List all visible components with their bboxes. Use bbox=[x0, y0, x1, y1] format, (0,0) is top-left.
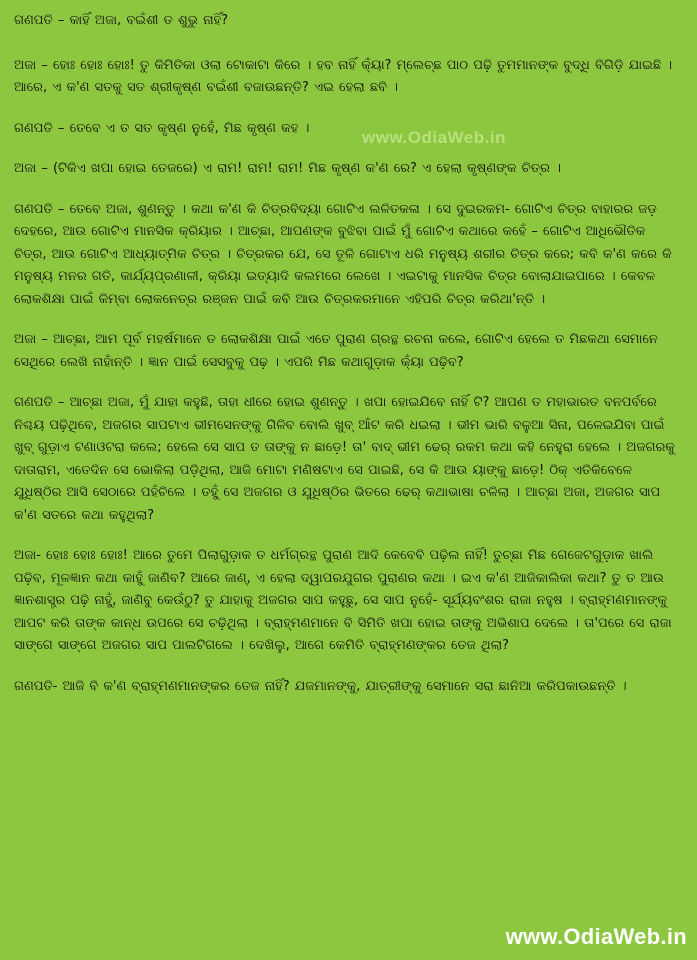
paragraph-gap bbox=[14, 181, 679, 199]
paragraph-gap bbox=[14, 658, 679, 676]
site-watermark: www.OdiaWeb.in bbox=[362, 128, 506, 147]
dialogue-line-aja-4: ଅଜା- ହୋଃ ହୋଃ ହୋଃ! ଆରେ ତୁମେ ପିଲାଗୁଡ଼ାକ ତ ଧର୍ମଗ୍ରନ୍ଥ ପୁରାଣ ଆଦି କେବେବି ପଢ଼ିଲ ନାହିଁ! ତୁଚ୍ଛା ମିଛ ଗେଜେଟଗୁଡ଼ାକ ଖାଲି ପଢ଼ିବ, ମୂଳଜ୍ଞାନ କଥା କାହୁଁ ଜାଣିବ? ଆରେ ଜାଣ୍, ଏ ହେଲା ଦ୍ୱାପରଯୁଗର ପୁରାଣର କଥା । ଇଏ କ'ଣ ଆଜିକାଲିକା କଥା? ତୁ ତ ଆଉ ଜ୍ଞାନଶାସ୍ତ୍ର ପଢ଼ି ନାହୁଁ, ଜାଣିବୁ କେଉଁଠୁ? ତୁ ଯାହାକୁ ଅଜଗର ସାପ କହୁଛୁ, ସେ ସାପ ନୁହେଁ- ସୂର୍ଯ୍ୟବଂଶର ରାଜା ନହୁଷ । ବ୍ରାହ୍ମଣମାନଙ୍କୁ ଆପଟ କରି ତାଙ୍କ କାନ୍ଧ ଉପରେ ସେ ଚଢ଼ିଥିଲା । ବ୍ରାହ୍ମଣମାନେ ବି ସିମିତି ଖପା ହୋଇ ତାଙ୍କୁ ଅଭିଶାପ ଦେଲେ । ତା'ପରେ ସେ ରାଜା ସାଙ୍ଗେ ସାଙ୍ଗେ ଅଜଗର ସାପ ପାଲଟିଗଲେ । ଦେଖିଲୁ, ଆଗେ କେମିତି ବ୍ରାହ୍ମଣଙ୍କର ତେଜ ଥିଲା? bbox=[14, 548, 672, 653]
paragraph-gap bbox=[14, 100, 679, 118]
dialogue-line-aja-2: ଅଜା – (ଟିକିଏ ଖପା ହୋଇ ତେଜରେ) ଏ ରାମ! ରାମ! ରାମ! ମିଛ କୃଷ୍ଣ କ'ଣ ରେ? ଏ ହେଲା କୃଷ୍ଣଙ୍କ ଚିତ୍ର । bbox=[14, 161, 562, 176]
paragraph-gap bbox=[14, 527, 679, 545]
dialogue-line-ganapati-4: ଗଣପତି – ଆଚ୍ଛା ଅଜା, ମୁଁ ଯାହା କହୁଛି, ତାହା ଧୀରେ ହୋଇ ଶୁଣନ୍ତୁ । ଖପା ହୋଇଯିବେ ନାହିଁ ଟି? ଆପଣ ତ ମହାଭାରତ ବନପର୍ବରେ ନିଶ୍ଚୟ ପଢ଼ିଥିବେ, ଅଜଗର ସାପଟାଏ ଭୀମସେନଙ୍କୁ ଗିଳିବ ବୋଲି ଖୁବ୍ ଆଁଟ କରି ଧଇଲା । ଭୀମ ଭାରି ବଳୁଆ ସିନା, ପଳେଇଯିବା ପାଇଁ ଖୁବ୍ ଗୁଡ଼ାଏ ଟଣାଓଟରା କଲେ; ହେଲେ ସେ ସାପ ତ ତାଙ୍କୁ ନ ଛାଡ଼େ! ତା' ବାଦ୍ ଭୀମ ଢେର୍ ରକମ କଥା କହି ନେହୁରା ହେଲେ । ଅଜଗରକୁ ଦାତାରାମ, ଏତେଦିନ ସେ ଭୋକିଲା ପଡ଼ିଥିଲା, ଆଜି ମୋଟା ମଣିଷଟାଏ ସେ ପାଇଛି, ସେ କି ଆଉ ୟାଙ୍କୁ ଛାଡ଼େ! ଠିକ୍ ଏତିକିବେଳେ ଯୁଧିଷ୍ଠିର ଆସି ସେଠାରେ ପହଁଚିଲେ । ତହୁଁ ସେ ଅଜଗର ଓ ଯୁଧିଷ୍ଠିର ଭିତରେ ଢେର୍ କଥାଭାଷା ଚଳିଲା । ଆଚ୍ଛା ଅଜା, ଅଜଗର ସାପ କ'ଣ ସତରେ କଥା କହୁଥିଲା? bbox=[14, 395, 675, 523]
dialogue-line-ganapati-2: ଗଣପତି – ତେବେ ଏ ତ ସତ କୃଷ୍ଣ ନୁହେଁ, ମିଛ କୃଷ୍ଣ କହ । bbox=[14, 120, 310, 136]
dialogue-line-ganapati-3: ଗଣପତି – ତେବେ ଅଜା, ଶୁଣନ୍ତୁ । କଥା କ'ଣ କି ଚିତ୍ରବିଦ୍ୟା ଗୋଟିଏ ଲଳିତକଳା । ସେ ଦୁଇରକମ- ଗୋଟିଏ ଚିତ୍ର ବାହାରର ଜଡ଼ ଦେହରେ, ଆଉ ଗୋଟିଏ ମାନସିକ କ୍ରିୟାର । ଆଚ୍ଛା, ଆପଣଙ୍କ ବୁଝିବା ପାଇଁ ମୁଁ ଗୋଟିଏ କଥାରେ କହେଁ – ଗୋଟିଏ ଆଧିଭୌତିକ ଚିତ୍ର, ଆଉ ଗୋଟିଏ ଆଧ୍ୟାତ୍ମିକ ଚିତ୍ର । ଚିତ୍ରକର ଯେ, ସେ ତୂଳି ଗୋଟାଏ ଧରି ମନୁଷ୍ୟ ଶରୀର ଚିତ୍ର କରେ; କବି କ'ଣ କରେ କି ମନୁଷ୍ୟ ମନର ଗତି, କାର୍ଯ୍ୟପ୍ରଣାଳୀ, କ୍ରିୟା ଇତ୍ୟାଦି କଲମରେ ଲେଖେ । ଏଇଟାକୁ ମାନସିକ ଚିତ୍ର ବୋଲାଯାଇପାରେ । କେବଳ ଲୋକଶିକ୍ଷା ପାଇଁ କିମ୍ବା ଲୋକନେତ୍ର ରଞ୍ଜନ ପାଇଁ କବି ଆଉ ଚିତ୍ରକରମାନେ ଏହିପରି ଚିତ୍ର କରିଥା'ନ୍ତି । bbox=[14, 201, 672, 307]
dialogue-line-aja-3: ଅଜା – ଆଚ୍ଛା, ଆମ ପୂର୍ବ ମହର୍ଷମାନେ ତ ଲୋକଶିକ୍ଷା ପାଇଁ ଏତେ ପୁରାଣ ଗ୍ରନ୍ଥ ରଚନା କଲେ, ଗୋଟିଏ ହେଲେ ତ ମିଛକଥା ସେମାନେ ସେଥିରେ ଲେଖି ନାହାଁନ୍ତି । ଜ୍ଞାନ ପାଇଁ ସେସବୁକୁ ପଢ଼ । ଏପରି ମିଛ କଥାଗୁଡ଼ାକ କ୍ୟାଁ ପଢ଼ିବ? bbox=[14, 332, 658, 370]
paragraph-gap bbox=[14, 33, 679, 55]
site-footer-watermark: www.OdiaWeb.in bbox=[505, 924, 687, 949]
dialogue-line-ganapati-5: ଗଣପତି- ଆଜି ବି କ'ଣ ବ୍ରାହ୍ମଣମାନଙ୍କର ତେଜ ନାହିଁ? ଯଜମାନଙ୍କୁ, ଯାତ୍ରୀଙ୍କୁ ସେମାନେ ସରା ଛାନିଆ କରିପକାଉଛନ୍ତି । bbox=[14, 678, 627, 694]
paragraph-gap bbox=[14, 140, 679, 158]
dialogue-line-ganapati-1: ଗଣପତି – କାହିଁ ଅଜା, ବଇଁଶୀ ତ ଶୁଭୁ ନାହିଁ? bbox=[14, 13, 229, 28]
dialogue-line-aja-1: ଅଜା – ହୋଃ ହୋଃ ହୋଃ! ତୁ କିମିତିକା ଓଲା ଟୋକାଟା କିରେ । ହବ ନାହିଁ କ୍ୟାଁ? ମ୍ଲେଚ୍ଛ ପାଠ ପଢ଼ି ତୁମମାନଙ୍କ ବୁଦ୍ଧି ବିଗିଡ଼ି ଯାଇଛି । ଆରେ, ଏ କ'ଣ ସତକୁ ସତ ଶ୍ରୀକୃଷ୍ଣ ବଇଁଶୀ ବଜାଉଛନ୍ତି? ଏଇ ହେଲା ଛବି । bbox=[14, 57, 673, 95]
paragraph-gap bbox=[14, 374, 679, 392]
paragraph-gap bbox=[14, 311, 679, 329]
